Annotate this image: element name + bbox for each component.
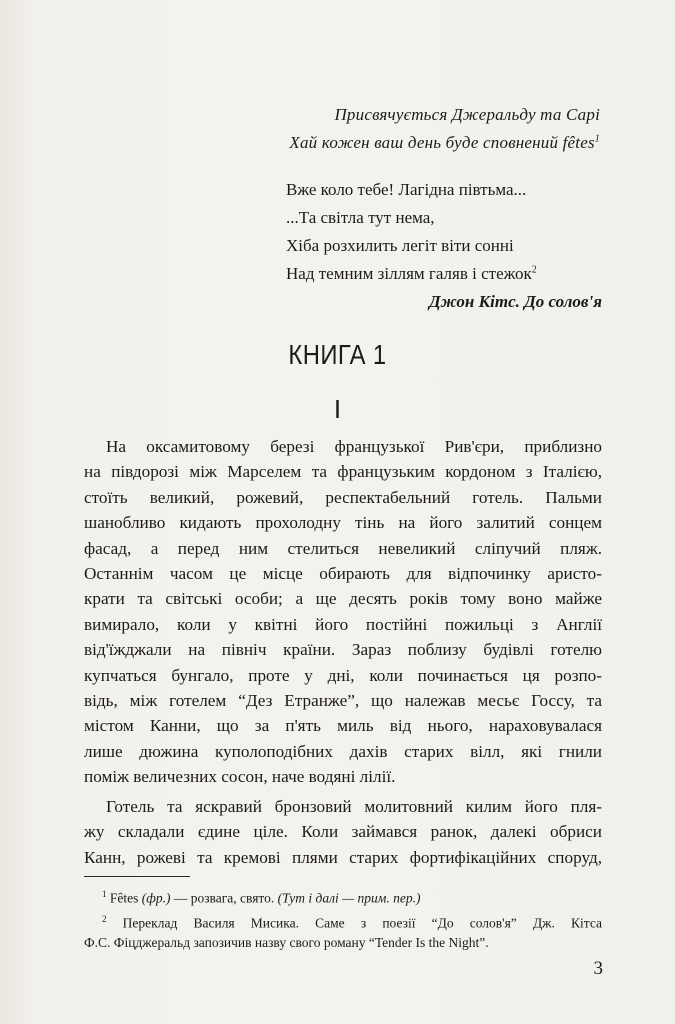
epigraph-line-4 <box>286 260 602 288</box>
text-line: Останнім часом це місце обирають для відпочинку аристо- <box>84 564 602 584</box>
text-line: жу складали єдине ціле. Коли займався ранок, далекі обриси <box>84 822 602 842</box>
dedication-line-1: Присвячується Джеральду та Сарі <box>334 105 600 124</box>
text-line: лише дюжина куполоподібних дахів старих вілл, які гнили <box>84 741 602 761</box>
footnote-divider <box>84 876 190 877</box>
epigraph-line-2: ...Та світла тут нема, <box>286 208 435 227</box>
text-line: фасад, а перед ним стелиться невеликий сліпучий пляж. <box>84 538 602 558</box>
text-line: Готель та яскравий бронзовий молитовний килим його пля- <box>106 796 602 816</box>
text-line: поміж величезних сосон, наче водяні лілії. <box>84 767 396 787</box>
footnote-1-term: Fêtes <box>109 890 139 906</box>
text-line: на півдорозі між Марселем та французьким кордоном з Італією, <box>84 462 602 482</box>
book-title: КНИГА 1 <box>288 339 387 370</box>
footnote-1-text: — розвага, свято. <box>170 890 278 906</box>
text-line: від'їжджали на північ країни. Зараз поблизу будівлі готелю <box>84 640 602 660</box>
epigraph-line-4-text: Над темним зіллям галяв і стежок <box>286 264 532 283</box>
text-line: містом Канни, що за п'ять миль від нього, нараховувалася <box>84 716 602 736</box>
paragraph-2 <box>84 794 602 870</box>
dedication-line-2-text: Хай кожен ваш день буде сповнений fêtes <box>289 133 595 152</box>
epigraph-line-3: Хіба розхилить легіт віти сонні <box>286 236 514 255</box>
footnote-1-mark: 1 <box>102 889 107 899</box>
footnote-2-mark: 2 <box>102 913 107 924</box>
text-line: вимирало, коли у квітні його постійні пожильці з Англії <box>84 614 602 634</box>
text-line: Канн, рожеві та кремові плями старих фортифікаційних споруд, <box>84 847 602 867</box>
footnote-ref-2: 2 <box>531 264 537 276</box>
body-text <box>84 434 602 870</box>
footnote-ref-1: 1 <box>594 133 600 145</box>
footnote-2-line-2: Ф.С. Фіцджеральд запозичив назву свого роману “Tender Is the Night”. <box>84 935 489 950</box>
paragraph-1 <box>84 434 602 790</box>
text-line: стоїть великий, рожевий, респектабельний готель. Пальми <box>84 487 602 507</box>
text-line: шанобливо кидають прохолодну тінь на його залитий сонцем <box>84 513 602 533</box>
footnotes <box>84 884 602 953</box>
footnote-1 <box>84 884 602 909</box>
footnote-1-lang: (фр.) <box>141 890 171 906</box>
epigraph <box>286 176 602 316</box>
footnote-1-note: (Тут і далі — прим. пер.) <box>277 890 421 906</box>
text-line: На оксамитовому березі французької Рив'єри, приблизно <box>106 437 602 456</box>
dedication-line-2 <box>289 129 600 157</box>
epigraph-attribution: Джон Кітс. До солов'я <box>429 292 602 311</box>
page-number: 3 <box>593 958 603 979</box>
epigraph-line-1: Вже коло тебе! Лагідна півтьма... <box>286 180 527 199</box>
chapter-number: I <box>333 394 342 424</box>
footnote-2-line-1 <box>84 909 602 934</box>
text-line: купчаться бунгало, проте у дні, коли починається ця розпо- <box>84 665 602 685</box>
text-line: відь, між готелем “Дез Етранже”, що належав месьє Госсу, та <box>84 691 602 711</box>
text-line: крати та світські особи; а ще десять років тому воно майже <box>84 589 602 609</box>
footnote-2-text-1: Переклад Василя Мисика. Саме з поезії “До солов'я” Дж. Кітса <box>122 915 602 930</box>
dedication <box>289 101 600 157</box>
